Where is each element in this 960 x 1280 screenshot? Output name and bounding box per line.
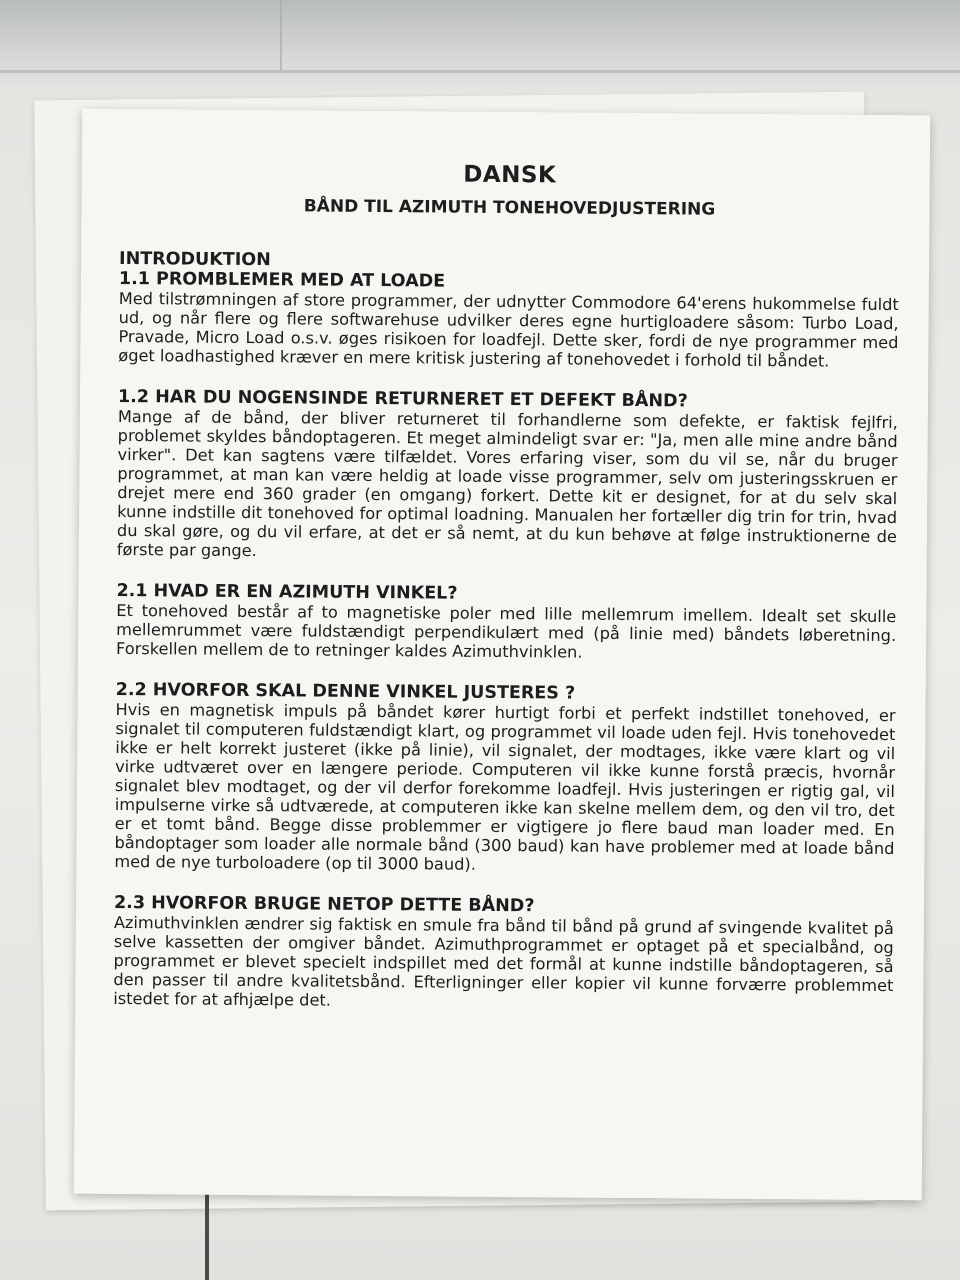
instruction-sheet bbox=[74, 109, 930, 1201]
section-2-2-heading: 2.2 HVORFOR SKAL DENNE VINKEL JUSTERES ? bbox=[115, 679, 576, 704]
section-2-2-text: Hvis en magnetisk impuls på båndet kører hurtigt forbi et perfekt indstillet tonehoved, er signalet til computeren fuldstændigt klart, og programmet vil loade uden fejl. Hvis tonehovedet ikke er helt korrekt justeret (ikke på linie), vil signalet, der modtages, ikke være klart og vil virke udtværet over en længere periode. Computeren vil ikke kunne forstå præcis, hvornår signalet blev modtaget, og der vil derfor forekomme loadfejl. Hvis justeringen er rigtig gal, vil impulserne virke så udtværede, at computeren ikke kan skelne mellem dem, og den vil tro, det er et tomt bånd. Begge disse problemmer er vigtigere jo flere baud man loader med. En båndoptager som loader alle normale bånd (300 baud) kan have problemer med at loade bånd med de nye turboloadere (op til 3000 baud). bbox=[114, 699, 896, 874]
sheet-content bbox=[113, 149, 900, 1036]
plastic-sleeve bbox=[0, 0, 960, 95]
document-title: DANSK bbox=[463, 161, 557, 189]
section-1-1-heading: 1.1 PROMBLEMER MED AT LOADE bbox=[118, 268, 446, 292]
sleeve-seam bbox=[280, 0, 282, 70]
section-1-2-text: Mange af de bånd, der bliver returneret til forhandlerne som defekte, er faktisk fejlfri, problemet skyldes båndoptageren. Et meget almindeligt svar er: "Ja, men alle mine andre bånd virker". Det kan sagtens være tilfældet. Vores erfaring viser, som du vil se, når du bruger programmet, at man kan være heldig at loade visse programmer, selv om justeringsskruen er drejet mere end 360 grader (en omgang) forkert. Dette kit er designet, for at du selv skal kunne indstille dit tonehoved for optimal loadning. Manualen her fortæller dig trin for trin, hvad du skal gøre, og du vil erfare, at det er så nemt, at du kun behøve at følge instruktionerne de første par gange. bbox=[116, 406, 898, 561]
section-1-2-heading: 1.2 HAR DU NOGENSINDE RETURNERET ET DEFEKT BÅND? bbox=[117, 386, 688, 412]
document-subtitle: BÅND TIL AZIMUTH TONEHOVEDJUSTERING bbox=[303, 196, 716, 220]
section-2-3-heading: 2.3 HVORFOR BRUGE NETOP DETTE BÅND? bbox=[113, 892, 535, 917]
section-2-1-heading: 2.1 HVAD ER EN AZIMUTH VINKEL? bbox=[116, 580, 458, 604]
intro-heading: INTRODUKTION bbox=[119, 248, 271, 271]
section-1-1-text: Med tilstrømningen af store programmer, der udnytter Commodore 64'erens hukommelse fuldt ud, og når flere og flere softwarehuse udvilker deres egne hurtigloadere såsom: Turbo Load, Pravade, Micro Load o.s.v. øges risikoen for loadfejl. Dette sker, fordi de nye programmer med øget loadhastighed kræver en mere kritisk justering af tonehovedet i forhold til båndet. bbox=[118, 288, 899, 371]
section-2-1-text: Et tonehoved består af to magnetiske poler med lille mellemrum imellem. Idealt set skulle mellemrummet være fuldstændigt perpendikulært med (på linie med) båndets løberetning. Forskellen mellem de to retninger kaldes Azimuthvinklen. bbox=[115, 600, 897, 662]
section-2-3-text: Azimuthvinklen ændrer sig faktisk en smule fra bånd til bånd på grund af svingende kvalitet på selve kassetten der omgiver båndet. Azimuthprogrammet er optaget på et specialbånd, og programmet er blevet specielt indspillet med det formål at kunne indstille båndoptageren, så den passer til andre kvalitetsbånd. Efterligninger eller kopier vil kunne forværre problemmet istedet for at afhjælpe det. bbox=[113, 912, 894, 1010]
sleeve-edge bbox=[0, 70, 960, 73]
